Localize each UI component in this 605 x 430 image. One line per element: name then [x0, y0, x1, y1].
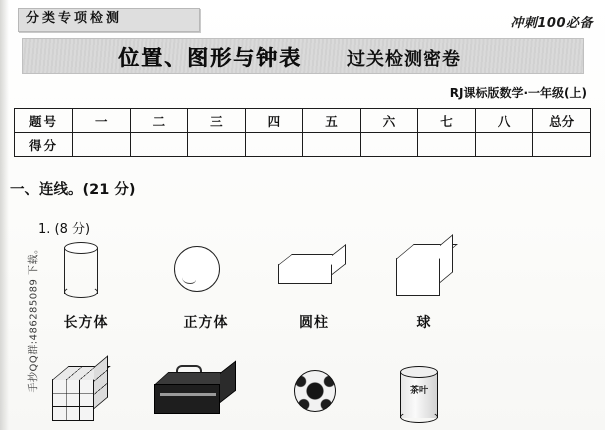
question-number-1: 1. (8 分)	[38, 222, 91, 237]
shapes-row	[0, 236, 605, 306]
shape-label-4[interactable]: 球	[416, 315, 432, 331]
page-title-suffix: 过关检测密卷	[347, 49, 461, 70]
score-cell-1[interactable]	[73, 133, 131, 157]
cell-total: 总分	[533, 109, 591, 133]
object-slot-2[interactable]	[140, 358, 260, 428]
score-cell-6[interactable]	[360, 133, 418, 157]
brand-label: 冲刺100必备	[510, 16, 593, 31]
cell-q1: 一	[73, 109, 131, 133]
shape-slot-1[interactable]	[30, 236, 150, 306]
cell-q5: 五	[303, 109, 361, 133]
shape-label-row	[0, 312, 605, 332]
title-strip-background	[22, 38, 584, 74]
cell-q7: 七	[418, 109, 476, 133]
football-object-icon	[294, 370, 336, 412]
toolbox-object-icon	[154, 372, 244, 418]
flat-cuboid-shape-icon	[278, 254, 348, 288]
rubiks-cube-object-icon	[52, 366, 110, 422]
objects-row	[0, 358, 605, 428]
row-label-score: 得分	[15, 133, 73, 157]
subject-line: RJ课标版数学·一年级(上)	[449, 86, 587, 100]
score-table	[14, 108, 591, 157]
cell-q6: 六	[360, 109, 418, 133]
score-cell-4[interactable]	[245, 133, 303, 157]
table-row-scores	[15, 133, 591, 157]
side-watermark-note: 手抄QQ群:486285089 下载。	[28, 243, 40, 393]
object-slot-1[interactable]	[22, 358, 142, 428]
shape-label-3[interactable]: 圆柱	[299, 315, 329, 331]
row-label-question: 题号	[15, 109, 73, 133]
table-row-question-numbers	[15, 109, 591, 133]
shape-slot-2[interactable]	[148, 236, 268, 306]
score-cell-7[interactable]	[418, 133, 476, 157]
category-band-label: 分类专项检测	[26, 11, 123, 26]
tea-can-caption: 茶叶	[409, 386, 428, 396]
cylinder-shape-icon	[64, 242, 98, 298]
score-cell-3[interactable]	[188, 133, 246, 157]
tea-can-object-icon	[400, 366, 438, 424]
cell-q3: 三	[188, 109, 246, 133]
section-heading-1: 一、连线。(21 分)	[10, 182, 136, 198]
score-cell-5[interactable]	[303, 133, 361, 157]
cell-q2: 二	[130, 109, 188, 133]
shape-slot-4[interactable]	[374, 236, 494, 306]
cell-q4: 四	[245, 109, 303, 133]
object-slot-3[interactable]	[256, 358, 376, 428]
score-cell-total[interactable]	[533, 133, 591, 157]
page-title: 位置、图形与钟表	[118, 46, 302, 70]
score-cell-8[interactable]	[475, 133, 533, 157]
shape-label-2[interactable]: 正方体	[183, 315, 229, 331]
shape-label-1[interactable]: 长方体	[63, 315, 109, 331]
object-slot-4[interactable]	[360, 358, 480, 428]
score-cell-2[interactable]	[130, 133, 188, 157]
shape-slot-3[interactable]	[262, 236, 382, 306]
sphere-shape-icon	[174, 246, 220, 292]
cube-shape-icon	[396, 244, 460, 300]
cell-q8: 八	[475, 109, 533, 133]
